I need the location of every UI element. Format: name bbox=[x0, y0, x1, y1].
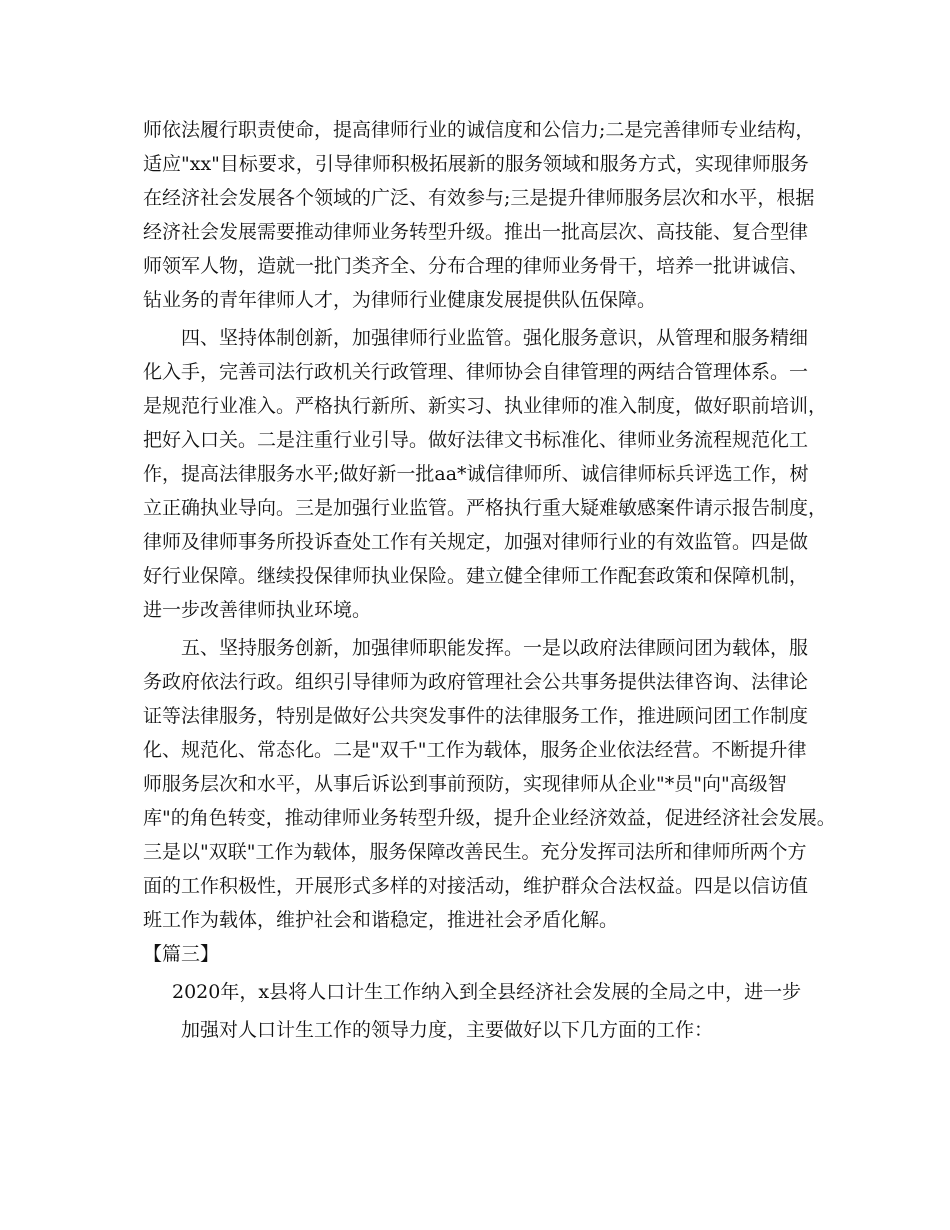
text-line: 立正确执业导向。三是加强行业监管。严格执行重大疑难敏感案件请示报告制度， bbox=[143, 497, 828, 519]
text-line: 师领军人物，造就一批门类齐全、分布合理的律师业务骨干，培养一批讲诚信、 bbox=[143, 255, 809, 277]
text-line: 【篇三】 bbox=[143, 943, 220, 965]
text-line: 面的工作积极性，开展形式多样的对接活动，维护群众合法权益。四是以信访值 bbox=[143, 875, 809, 897]
text-line: 进一步改善律师执业环境。 bbox=[143, 599, 372, 621]
text-line: 作，提高法律服务水平;做好新一批aa*诚信律师所、诚信律师标兵评选工作，树 bbox=[143, 463, 809, 485]
text-line: 钻业务的青年律师人才，为律师行业健康发展提供队伍保障。 bbox=[143, 289, 657, 311]
text-line: 把好入口关。二是注重行业引导。做好法律文书标准化、律师业务流程规范化工 bbox=[143, 429, 809, 451]
section-heading: 2020年，x县将人口计生工作纳入到全县经济社会发展的全局之中，进一步 bbox=[172, 981, 802, 1003]
text-line: 化入手，完善司法行政机关行政管理、律师协会自律管理的两结合管理体系。一 bbox=[143, 361, 809, 383]
text-line: 在经济社会发展各个领域的广泛、有效参与;三是提升律师服务层次和水平，根据 bbox=[143, 187, 815, 209]
text-line: 好行业保障。继续投保律师执业保险。建立健全律师工作配套政策和保障机制， bbox=[143, 565, 809, 587]
text-line: 加强对人口计生工作的领导力度，主要做好以下几方面的工作： bbox=[181, 1019, 714, 1041]
text-line: 经济社会发展需要推动律师业务转型升级。推出一批高层次、高技能、复合型律 bbox=[143, 221, 809, 243]
text-line: 师依法履行职责使命，提高律师行业的诚信度和公信力;二是完善律师专业结构， bbox=[143, 119, 815, 141]
paragraph-heading-five: 五、坚持服务创新，加强律师职能发挥。一是以政府法律顾问团为载体，服 bbox=[181, 637, 809, 659]
text-line: 师服务层次和水平，从事后诉讼到事前预防，实现律师从企业"*员"向"高级智 bbox=[143, 773, 787, 795]
text-line: 三是以"双联"工作为载体，服务保障改善民生。充分发挥司法所和律师所两个方 bbox=[143, 841, 807, 863]
text-line: 务政府依法行政。组织引导律师为政府管理社会公共事务提供法律咨询、法律论 bbox=[143, 671, 809, 693]
text-line: 库"的角色转变，推动律师业务转型升级，提升企业经济效益，促进经济社会发展。 bbox=[143, 807, 836, 829]
text-line: 律师及律师事务所投诉查处工作有关规定，加强对律师行业的有效监管。四是做 bbox=[143, 531, 809, 553]
text-line: 适应"xx"目标要求，引导律师积极拓展新的服务领域和服务方式，实现律师服务 bbox=[143, 153, 809, 175]
text-line: 化、规范化、常态化。二是"双千"工作为载体，服务企业依法经营。不断提升律 bbox=[143, 739, 807, 761]
paragraph-heading-four: 四、坚持体制创新，加强律师行业监管。强化服务意识，从管理和服务精细 bbox=[181, 327, 809, 349]
text-line: 是规范行业准入。严格执行新所、新实习、执业律师的准入制度，做好职前培训， bbox=[143, 395, 828, 417]
text-line: 班工作为载体，维护社会和谐稳定，推进社会矛盾化解。 bbox=[143, 909, 619, 931]
text-line: 证等法律服务，特别是做好公共突发事件的法律服务工作，推进顾问团工作制度 bbox=[143, 705, 809, 727]
